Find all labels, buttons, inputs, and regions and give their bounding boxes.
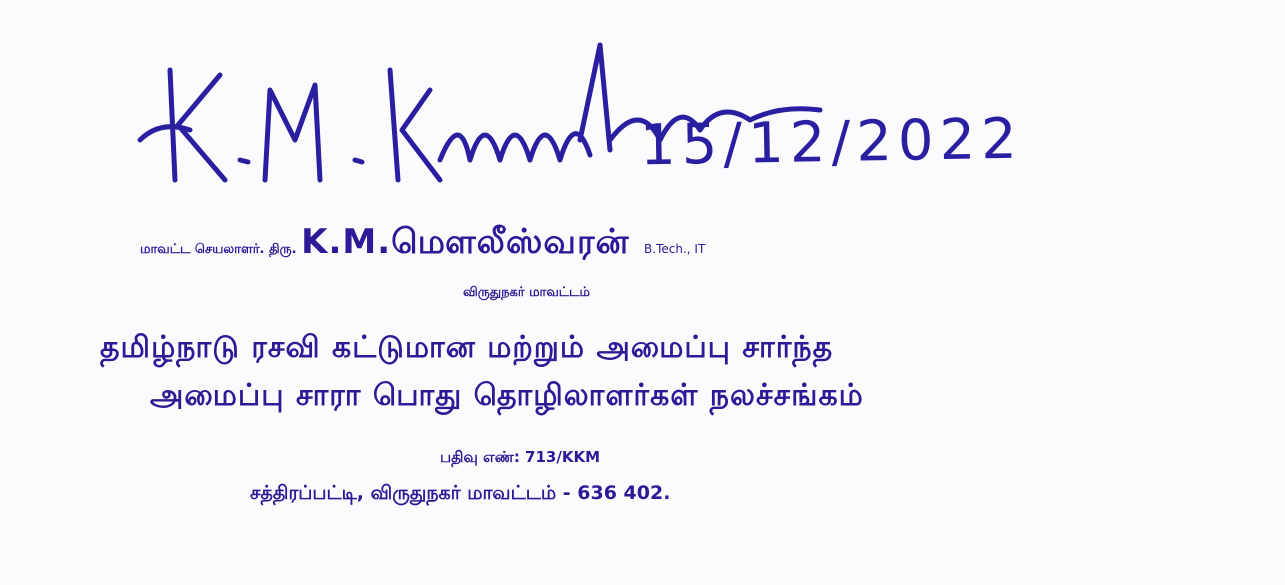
- stamp-name-line: [140, 222, 705, 266]
- stamp-person-name: K.M.மௌலீஸ்வரன்: [301, 222, 630, 262]
- stamp-designation: மாவட்ட செயலாளர். திரு.: [140, 242, 297, 257]
- stamp-organization-line-1: தமிழ்நாடு ரசவி கட்டுமான மற்றும் அமைப்பு சார்ந்த: [100, 330, 834, 365]
- stamp-qualification: B.Tech., IT: [644, 242, 706, 256]
- stamp-registration-number: பதிவு எண்: 713/KKM: [440, 448, 601, 466]
- stamp-address: சத்திரப்பட்டி, விருதுநகர் மாவட்டம் - 636 402.: [250, 482, 671, 504]
- stamp-organization-line-2: அமைப்பு சாரா பொது தொழிலாளர்கள் நலச்சங்கம்: [150, 378, 864, 413]
- signature-date: 15/12/2022: [639, 106, 1024, 179]
- stamp-district: விருதுநகர் மாவட்டம்: [463, 285, 590, 300]
